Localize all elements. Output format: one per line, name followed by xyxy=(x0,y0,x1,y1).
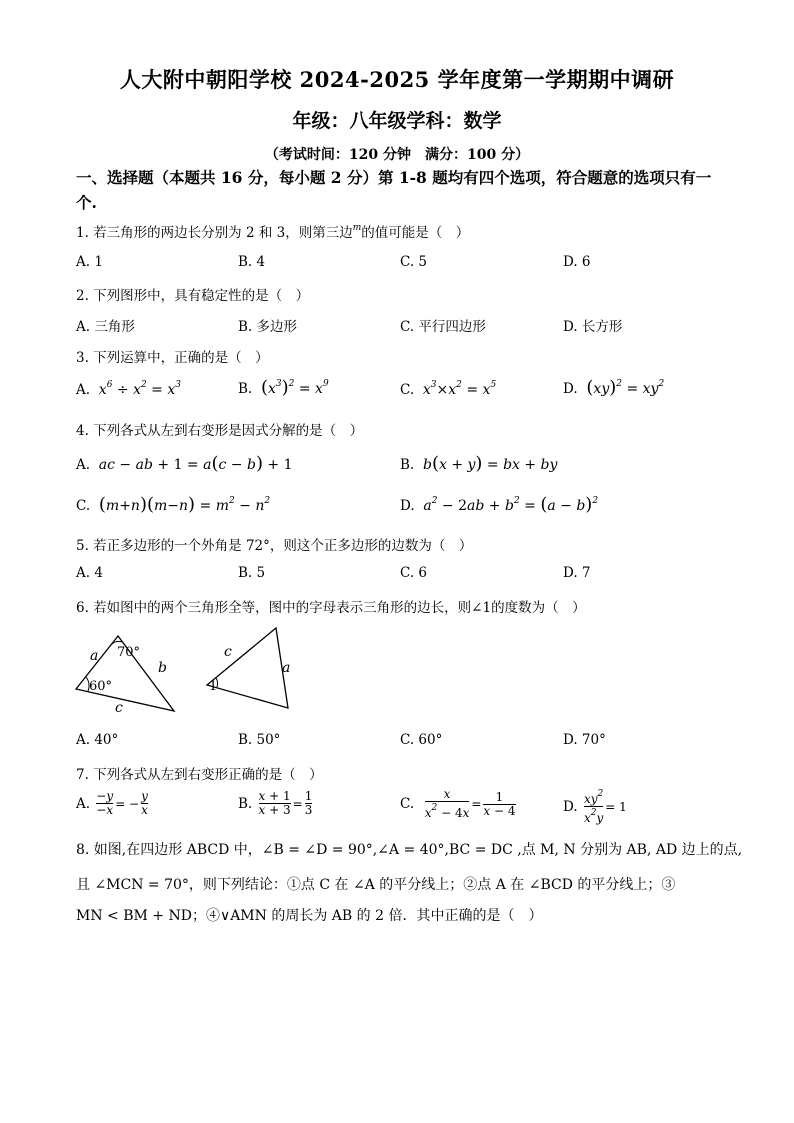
q3-option-a xyxy=(76,380,181,398)
question-7-stem: 7. 下列各式从左到右变形正确的是（ ） xyxy=(76,767,323,783)
q1-stem-a: 1. 若三角形的两边长分别为 2 和 3，则第三边 xyxy=(76,225,353,241)
q7-c-frac-left: $\frac{x}{x^2 - 4x}$ xyxy=(424,787,470,820)
q3-expr-a: $x^6 \div x^2 = x^3$ xyxy=(94,380,181,398)
q1-stem-b: 的值可能是（ ） xyxy=(361,225,470,241)
q4-label-d: D. xyxy=(400,498,415,514)
q2-option-b: B. 多边形 xyxy=(238,319,298,335)
q7-b-frac-left: $\frac{x + 1}{x + 3}$ xyxy=(258,789,291,817)
q2-option-d: D. 长方形 xyxy=(563,319,623,335)
q2-option-c: C. 平行四边形 xyxy=(400,319,486,335)
q7-a-frac-left: $\frac{-y}{-x}$ xyxy=(96,789,114,817)
t1-side-a: a xyxy=(90,648,99,664)
q7-option-a xyxy=(76,790,150,817)
q5-option-c: C. 6 xyxy=(400,565,428,581)
q5-option-d: D. 7 xyxy=(563,565,591,581)
q7-d-eq: = 1 xyxy=(605,799,627,814)
q6-figure xyxy=(70,622,310,722)
q1-option-b: B. 4 xyxy=(238,254,266,270)
question-6-stem: 6. 若如图中的两个三角形全等，图中的字母表示三角形的边长，则∠1的度数为（ ） xyxy=(76,600,586,616)
q3-label-b: B. xyxy=(238,381,253,397)
t1-angle-top: 70° xyxy=(117,645,141,660)
page-subtitle: 年级：八年级学科：数学 xyxy=(292,110,502,132)
t1-side-b: b xyxy=(158,660,167,676)
page-title: 人大附中朝阳学校 2024-2025 学年度第一学期期中调研 xyxy=(119,67,675,92)
q7-b-frac-right: $\frac{1}{3}$ xyxy=(304,789,313,817)
question-1-stem xyxy=(76,221,469,241)
q6-option-d: D. 70° xyxy=(563,732,606,748)
q4-option-d xyxy=(400,494,598,515)
q4-expr-a: ac − ab + 1 = a(c − b) + 1 xyxy=(94,453,293,474)
t2-angle-1: 1 xyxy=(209,679,218,694)
q7-a-eq: = − xyxy=(115,796,140,811)
question-5-stem: 5. 若正多边形的一个外角是 72°，则这个正多边形的边数为（ ） xyxy=(76,538,473,554)
t1-angle-left: 60° xyxy=(89,679,113,694)
q3-option-d xyxy=(563,377,664,398)
q4-option-b xyxy=(400,453,557,474)
q3-label-a: A. xyxy=(76,382,91,398)
q4-option-c xyxy=(76,494,270,515)
t1-side-c: c xyxy=(115,700,123,716)
section-heading-line1: 一、选择题（本题共 16 分，每小题 2 分）第 1-8 题均有四个选项，符合题意的选项只有一 xyxy=(76,168,712,187)
q3-label-c: C. xyxy=(400,382,415,398)
q6-option-a: A. 40° xyxy=(76,732,119,748)
q7-option-b xyxy=(238,790,314,817)
t2-side-a: a xyxy=(282,660,291,676)
q8-line-1: 8. 如图,在四边形 ABCD 中，∠B = ∠D = 90°,∠A = 40°,BC = DC ,点 M, N 分别为 AB, AD 边上的点, xyxy=(76,842,743,858)
q5-option-b: B. 5 xyxy=(238,565,266,581)
q7-option-c xyxy=(400,788,518,820)
q4-label-a: A. xyxy=(76,457,91,473)
q3-label-d: D. xyxy=(563,381,578,397)
q7-label-d: D. xyxy=(563,798,578,815)
q4-expr-d: $a^2 - 2ab + b^2 = (a - b)^2$ xyxy=(418,494,599,515)
q1-option-c: C. 5 xyxy=(400,254,428,270)
q3-expr-d: $(xy)^2 = xy^2$ xyxy=(586,377,665,398)
q2-option-a: A. 三角形 xyxy=(76,319,135,335)
q4-expr-b: b(x + y) = bx + by xyxy=(418,453,558,474)
q8-line-2: 且 ∠MCN = 70°，则下列结论：①点 C 在 ∠A 的平分线上；②点 A 在 ∠BCD 的平分线上；③ xyxy=(76,877,676,893)
question-4-stem: 4. 下列各式从左到右变形是因式分解的是（ ） xyxy=(76,423,364,439)
q7-label-c: C. xyxy=(400,796,415,812)
q7-label-a: A. xyxy=(76,795,91,812)
triangle-2 xyxy=(207,628,291,708)
section-heading-line2: 个. xyxy=(76,193,97,212)
q7-c-frac-right: $\frac{1}{x - 4}$ xyxy=(483,789,516,818)
q3-expr-c: $x^3\times x^2 = x^5$ xyxy=(418,380,497,398)
q7-label-b: B. xyxy=(238,795,253,812)
q4-label-b: B. xyxy=(400,457,415,473)
q6-option-b: B. 50° xyxy=(238,732,281,748)
q5-option-a: A. 4 xyxy=(76,565,103,581)
q3-expr-b: $(x^3)^2 = x^9$ xyxy=(260,377,329,398)
q6-option-c: C. 60° xyxy=(400,732,443,748)
q4-expr-c: $(m+n)(m-n) = m^2 - n^2$ xyxy=(98,494,271,515)
t2-side-c: c xyxy=(224,644,232,660)
q7-d-frac-left: $\frac{xy^2}{x^2y}$ xyxy=(583,789,604,825)
question-2-stem: 2. 下列图形中，具有稳定性的是（ ） xyxy=(76,288,310,304)
q4-option-a xyxy=(76,453,293,474)
q3-option-c xyxy=(400,380,496,398)
q4-label-c: C. xyxy=(76,498,91,514)
q8-line-3: MN < BM + ND；④∨AMN 的周长为 AB 的 2 倍．其中正确的是（ ） xyxy=(76,908,543,924)
q1-stem-var: m xyxy=(352,223,362,233)
q3-option-b xyxy=(238,377,329,398)
q7-c-eq: = xyxy=(471,797,482,811)
q7-a-frac-right: $\frac{y}{x}$ xyxy=(141,789,148,817)
q1-option-d: D. 6 xyxy=(563,254,591,270)
q1-option-a: A. 1 xyxy=(76,254,103,270)
question-3-stem: 3. 下列运算中，正确的是（ ） xyxy=(76,350,269,366)
q7-option-d xyxy=(563,788,627,825)
exam-info: （考试时间：120 分钟 满分：100 分） xyxy=(264,147,530,163)
q7-b-eq: = xyxy=(292,796,303,811)
